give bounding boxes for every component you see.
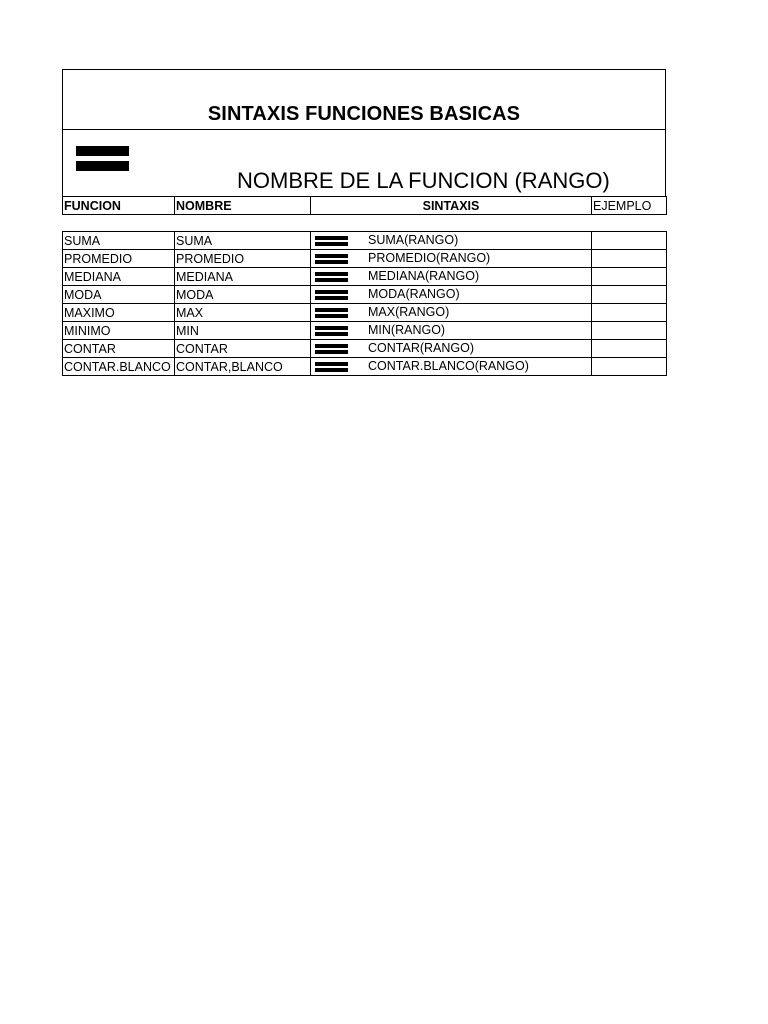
title-cell[interactable] xyxy=(62,69,666,129)
cell-funcion[interactable]: PROMEDIO xyxy=(63,250,175,268)
syntax-text: MAX(RANGO) xyxy=(368,305,450,319)
cell-nombre[interactable]: CONTAR xyxy=(175,340,311,358)
header-ejemplo[interactable]: EJEMPLO xyxy=(592,197,667,215)
cell-nombre[interactable]: MIN xyxy=(175,322,311,340)
equals-sign-icon xyxy=(315,271,348,283)
cell-ejemplo[interactable] xyxy=(592,304,667,322)
cell-sintaxis[interactable] xyxy=(311,340,592,358)
table-row xyxy=(63,358,667,376)
subtitle-cell[interactable] xyxy=(62,129,666,196)
cell-sintaxis[interactable] xyxy=(311,286,592,304)
functions-table xyxy=(62,231,667,376)
cell-funcion[interactable]: MAXIMO xyxy=(63,304,175,322)
cell-funcion[interactable]: MEDIANA xyxy=(63,268,175,286)
cell-nombre[interactable]: MODA xyxy=(175,286,311,304)
cell-funcion[interactable]: MODA xyxy=(63,286,175,304)
header-table xyxy=(62,196,667,215)
equals-sign-icon xyxy=(315,289,348,301)
table-row xyxy=(63,322,667,340)
equals-sign-icon xyxy=(315,235,348,247)
table-row xyxy=(63,250,667,268)
cell-ejemplo[interactable] xyxy=(592,286,667,304)
cell-nombre[interactable]: MAX xyxy=(175,304,311,322)
cell-funcion[interactable]: CONTAR xyxy=(63,340,175,358)
equals-sign-icon xyxy=(315,343,348,355)
table-row xyxy=(63,232,667,250)
syntax-text: MODA(RANGO) xyxy=(368,287,460,301)
syntax-text: PROMEDIO(RANGO) xyxy=(368,251,491,265)
equals-sign-icon xyxy=(315,253,348,265)
syntax-text: CONTAR(RANGO) xyxy=(368,341,475,355)
table-row xyxy=(63,268,667,286)
cell-ejemplo[interactable] xyxy=(592,232,667,250)
cell-ejemplo[interactable] xyxy=(592,340,667,358)
page-title: SINTAXIS FUNCIONES BASICAS xyxy=(207,103,521,125)
cell-ejemplo[interactable] xyxy=(592,250,667,268)
table-row xyxy=(63,304,667,322)
syntax-text: SUMA(RANGO) xyxy=(368,233,459,247)
syntax-text: MIN(RANGO) xyxy=(368,323,446,337)
cell-funcion[interactable]: CONTAR.BLANCO xyxy=(63,358,175,376)
cell-sintaxis[interactable] xyxy=(311,250,592,268)
syntax-pattern: NOMBRE DE LA FUNCION (RANGO) xyxy=(237,168,610,193)
cell-nombre[interactable]: MEDIANA xyxy=(175,268,311,286)
cell-sintaxis[interactable] xyxy=(311,304,592,322)
cell-ejemplo[interactable] xyxy=(592,268,667,286)
cell-nombre[interactable]: PROMEDIO xyxy=(175,250,311,268)
cell-sintaxis[interactable] xyxy=(311,358,592,376)
header-sintaxis[interactable]: SINTAXIS xyxy=(311,197,592,215)
syntax-text: MEDIANA(RANGO) xyxy=(368,269,480,283)
cell-funcion[interactable]: SUMA xyxy=(63,232,175,250)
header-nombre[interactable]: NOMBRE xyxy=(175,197,311,215)
cell-sintaxis[interactable] xyxy=(311,232,592,250)
equals-sign-icon xyxy=(76,146,129,172)
equals-sign-icon xyxy=(315,307,348,319)
syntax-text: CONTAR.BLANCO(RANGO) xyxy=(368,359,529,373)
equals-sign-icon xyxy=(315,325,348,337)
cell-sintaxis[interactable] xyxy=(311,322,592,340)
equals-sign-icon xyxy=(315,361,348,373)
cell-funcion[interactable]: MINIMO xyxy=(63,322,175,340)
cell-nombre[interactable]: CONTAR,BLANCO xyxy=(175,358,311,376)
cell-sintaxis[interactable] xyxy=(311,268,592,286)
header-funcion[interactable]: FUNCION xyxy=(63,197,175,215)
spacer-row xyxy=(62,215,666,231)
cell-ejemplo[interactable] xyxy=(592,358,667,376)
table-row xyxy=(63,286,667,304)
spreadsheet xyxy=(62,69,666,376)
cell-ejemplo[interactable] xyxy=(592,322,667,340)
cell-nombre[interactable]: SUMA xyxy=(175,232,311,250)
header-row xyxy=(63,197,667,215)
table-row xyxy=(63,340,667,358)
